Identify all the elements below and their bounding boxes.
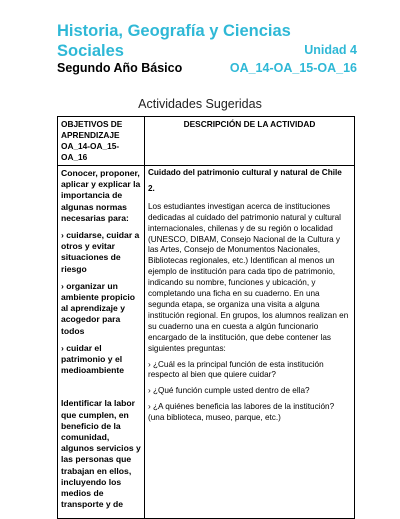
objective-item: Identificar la labor que cumplen, en beneficio de la comunidad, algunos servicios y las personas que trabajan en ellos, incluyendo los medios de transporte y de (61, 398, 141, 510)
activity-question: › ¿Cuál es la principal función de esta institución respecto al bien que quiere cuidar? (148, 359, 324, 380)
activity-number: 2. (148, 183, 155, 193)
unit-label: Unidad 4 (304, 43, 357, 57)
table-header-row (58, 117, 355, 166)
subject-title-line-1: Historia, Geografía y Ciencias (57, 22, 291, 40)
activity-paragraph: Los estudiantes investigan acerca de instituciones dedicadas al cuidado del patrimonio natural y cultural internacionales, chilenas y de su región o localidad (UNESCO, DIBAM, Consejo Nacional de la Cultura y las Artes, Consejo de Monumentos Nacionales, Bibliotecas regionales, etc.) Identifican al menos un ejemplo de institución para cada tipo de patrimonio, indicando su nombre, funciones y ubicación, y completando una ficha en su cuaderno. En una segunda etapa, se organiza una visita a alguna institución regional. En grupos, los alumnos realizan en su cuaderno una en cuesta a algún funcionario encargado de la institución, que debe contener las siguientes preguntas: (148, 201, 349, 353)
activities-heading: Actividades Sugeridas (138, 97, 262, 111)
objective-item: › organizar un ambiente propicio al aprendizaje y acogedor para todos (61, 280, 136, 336)
objective-item: › cuidarse, cuidar a otros y evitar situaciones de riesgo (61, 230, 140, 274)
objective-codes: OA_14-OA_15-OA_16 (229, 61, 357, 75)
description-cell (145, 166, 355, 519)
subject-title-line-2: Sociales (57, 42, 124, 60)
title-row-3 (57, 61, 357, 77)
document-header (57, 21, 357, 77)
title-row-2 (57, 41, 357, 61)
objectives-cell (58, 166, 145, 519)
activities-table (57, 116, 355, 519)
activity-title: Cuidado del patrimonio cultural y natural de Chile (148, 168, 342, 177)
objective-item: › cuidar el patrimonio y el medioambiente (61, 342, 125, 376)
grade-label: Segundo Año Básico (57, 61, 183, 75)
objective-item: Conocer, proponer, aplicar y explicar la importancia de algunas normas necesarias para: (61, 168, 141, 223)
activity-question: › ¿Qué función cumple usted dentro de ella? (148, 386, 310, 396)
activity-question: › ¿A quiénes beneficia las labores de la institución? (una biblioteca, museo, parque, etc.) (148, 402, 335, 423)
table-row (58, 166, 355, 519)
objectives-column-header: OBJETIVOS DE APRENDIZAJE OA_14-OA_15-OA_16 (58, 117, 145, 166)
description-column-header: DESCRIPCIÓN DE LA ACTIVIDAD (145, 117, 355, 166)
